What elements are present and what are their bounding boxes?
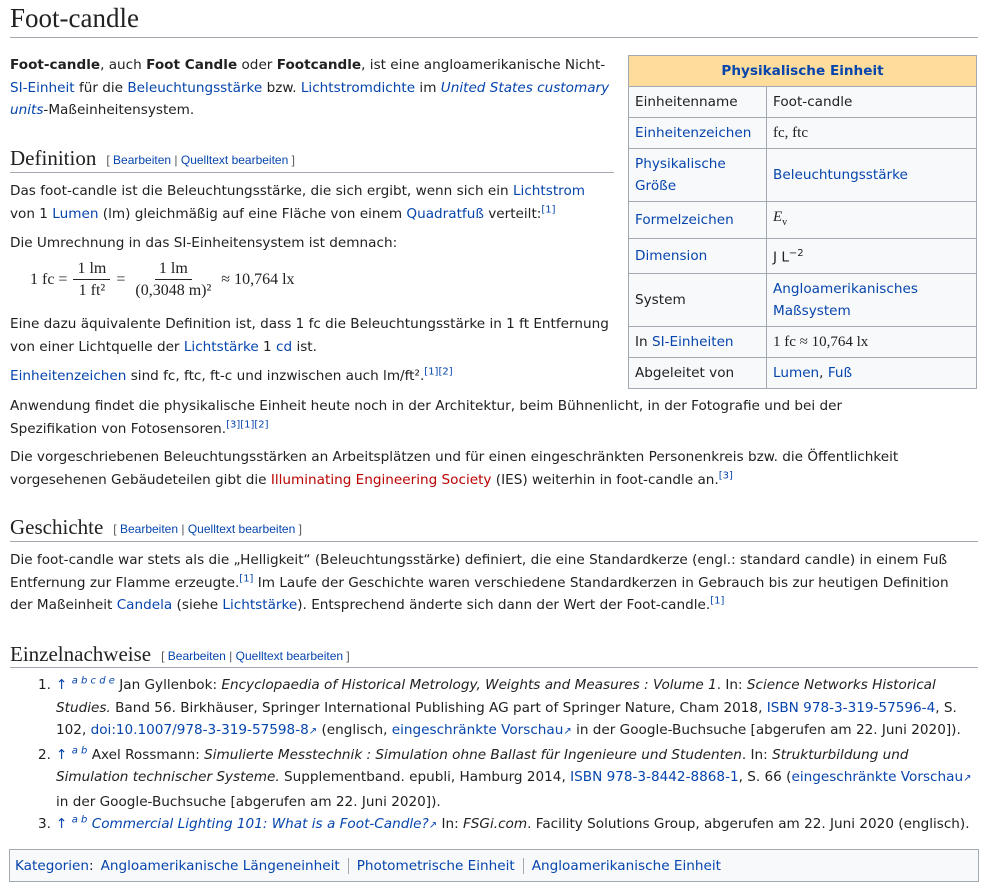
intro-paragraph: Foot-candle, auch Foot Candle oder Footcandle, ist eine angloamerikanische Nicht-SI-Einheit für die Beleuchtungsstärke bzw. Lichtstromdichte im United States customary units-Maßeinheitensystem. (10, 57, 610, 118)
section-edit-links: [ Bearbeiten | Quelltext bearbeiten ] (106, 153, 295, 168)
link-si-einheit[interactable]: SI-Einheit (10, 79, 75, 96)
link-beleuchtungsstaerke[interactable]: Beleuchtungsstärke (127, 79, 263, 96)
source-edit-link[interactable]: Quelltext bearbeiten (235, 649, 344, 664)
footnote-ref[interactable]: [1][2] (424, 366, 453, 378)
link-doi[interactable]: doi:10.1007/978-3-319-57598-8 (90, 722, 309, 738)
infobox-row: Formelzeichen $E_v$ (629, 202, 977, 239)
link-fuss[interactable]: Fuß (827, 364, 853, 381)
edit-link[interactable]: Bearbeiten (167, 649, 226, 664)
definition-paragraph-6: Die vorgeschriebenen Beleuchtungsstärken an Arbeitsplätzen und für einen eingeschränkten Personenkreis bzw. die Öffentlichkeit vorgesehenen Gebäudeteilen gibt die Illuminating Engineering Society (IES) weiterhin in foot-candle an.[3] (10, 449, 899, 488)
external-link-icon: ↗ (428, 820, 438, 831)
infobox-row: Einheitenzeichen fc, ftc (629, 118, 977, 149)
link-quadratfuss[interactable]: Quadratfuß (406, 205, 484, 222)
definition-paragraph-4: Einheitenzeichen sind fc, ftc, ft-c und inzwischen auch lm/ft².[1][2] (10, 366, 453, 384)
link-cd[interactable]: cd (276, 338, 293, 355)
definition-paragraph-5: Anwendung findet die physikalische Einheit heute noch in der Architektur, beim Bühnenlicht, in der Fotografie und bei der Spezifikation von Fotosensoren.[3][1][2] (10, 398, 843, 437)
infobox-row: Einheitenname Foot-candle (629, 87, 977, 118)
source-edit-link[interactable]: Quelltext bearbeiten (180, 153, 289, 168)
external-link-icon: ↗ (963, 773, 972, 784)
page-title: Foot-candle (10, 3, 139, 33)
fraction: $\frac{1 lm}{\text{(0,3048 m)²}}$ (135, 259, 212, 299)
link-lichtstaerke-history[interactable]: Lichtstärke (222, 597, 298, 613)
link-physikalische-groesse[interactable]: Physikalische Größe (635, 156, 726, 194)
link-einheitenzeichen-text[interactable]: Einheitenzeichen (10, 368, 127, 384)
backlink-letters[interactable]: a b (71, 814, 88, 826)
backlink-arrow[interactable]: ↑ (56, 746, 68, 763)
heading-einzelnachweise: Einzelnachweise [ Bearbeiten | Quelltext bearbeiten ] (10, 642, 350, 666)
external-link-icon: ↗ (308, 726, 318, 737)
conversion-formula: 1 fc = $\frac{1 lm}{\text{1 ft²}}$ = $\frac{1 lm}{\text{(0,3048 m)²}}$ ≈ 10,764 lx (30, 258, 295, 302)
backlink-letters[interactable]: a b (71, 744, 88, 756)
infobox-row: System Angloamerikanisches Maßsystem (629, 273, 977, 326)
reference-item: 2. ↑ $^{a b}$ Axel Rossmann: Simulierte Messtechnik : Simulation ohne Ballast für Ingenieure und Studenten. In: Strukturbildung und Simulation technischer Systeme. Supplementband. epubli, Hamburg 2014, ISBN 978-3-8442-8868-1, S. 66 (eingeschränkte Vorschau↗ in der Google-Buchsuche [abgerufen am 22. Juni 2020]). (38, 744, 972, 810)
definition-paragraph-2: Die Umrechnung in das SI-Einheitensystem ist demnach: (10, 235, 398, 251)
link-isbn[interactable]: ISBN 978-3-8442-8868-1 (570, 769, 739, 785)
link-us-customary-units[interactable]: United States customary units (10, 79, 610, 118)
link-beleuchtungsstaerke-infobox[interactable]: Beleuchtungsstärke (773, 167, 908, 183)
categories-label[interactable]: Kategorien (15, 857, 89, 874)
category-link[interactable]: Angloamerikanische Längeneinheit (100, 857, 340, 874)
external-link-icon: ↗ (563, 726, 572, 737)
link-lichtstrom[interactable]: Lichtstrom (512, 183, 585, 199)
section-edit-links: [ Bearbeiten | Quelltext bearbeiten ] (161, 649, 350, 664)
link-einheitenzeichen[interactable]: Einheitenzeichen (635, 125, 752, 141)
heading-geschichte: Geschichte [ Bearbeiten | Quelltext bearbeiten ] (10, 515, 302, 539)
link-candela[interactable]: Candela (116, 597, 173, 613)
category-link[interactable]: Photometrische Einheit (356, 857, 515, 874)
link-isbn[interactable]: ISBN 978-3-319-57596-4 (766, 699, 936, 716)
infobox-header[interactable]: Physikalische Einheit (629, 56, 977, 87)
link-lichtstaerke[interactable]: Lichtstärke (183, 338, 259, 355)
link-eingeschraenkte-vorschau[interactable]: eingeschränkte Vorschau (391, 722, 564, 738)
definition-paragraph-3: Eine dazu äquivalente Definition ist, dass 1 fc die Beleuchtungsstärke in 1 ft Entfernung von einer Lichtquelle der Lichtstärke 1 cd ist. (10, 316, 609, 355)
categories-box: Kategorien : Angloamerikanische Längeneinheit Photometrische Einheit Angloamerikanische Einheit (9, 849, 979, 882)
infobox-row: In SI-Einheiten 1 fc ≈ 10,764 lx (629, 326, 977, 357)
infobox-row: Abgeleitet von Lumen, Fuß (629, 357, 977, 388)
link-formelzeichen[interactable]: Formelzeichen (635, 212, 734, 228)
footnote-ref[interactable]: [1] (710, 595, 725, 607)
source-edit-link[interactable]: Quelltext bearbeiten (187, 522, 296, 537)
footnote-ref[interactable]: [1] (541, 203, 556, 215)
link-eingeschraenkte-vorschau[interactable]: eingeschränkte Vorschau (791, 769, 964, 785)
infobox-row: Dimension J $L^{-2}$ (629, 239, 977, 274)
link-lichtstromdichte[interactable]: Lichtstromdichte (300, 79, 416, 96)
reference-item: 1. ↑ $^{a b c d e}$ Jan Gyllenbok: Encyclopaedia of Historical Metrology, Weights and Measures : Volume 1. In: Science Networks Historical Studies. Band 56. Birkhäuser, Springer International Publishing AG part of Springer Nature, Cham 2018, ISBN 978-3-319-57596-4, S. 102, doi:10.1007/978-3-319-57598-8↗ (englisch, eingeschränkte Vorschau↗ in der Google-Buchsuche [abgerufen am 22. Juni 2020]). (38, 675, 961, 738)
category-separator (523, 858, 524, 874)
link-lumen[interactable]: Lumen (52, 205, 99, 222)
footnote-ref[interactable]: [1] (239, 572, 254, 584)
section-edit-links: [ Bearbeiten | Quelltext bearbeiten ] (113, 522, 302, 537)
footnote-ref[interactable]: [3] (718, 469, 733, 481)
section-divider (10, 172, 614, 173)
title-divider (10, 37, 978, 38)
infobox (628, 55, 977, 389)
references-list (38, 674, 978, 838)
link-angloamerikanisches-masssystem[interactable]: Angloamerikanisches Maßsystem (773, 280, 918, 319)
link-illuminating-engineering-society[interactable]: Illuminating Engineering Society (270, 471, 492, 488)
edit-link[interactable]: Bearbeiten (113, 153, 172, 168)
section-divider (10, 667, 978, 668)
section-divider (10, 541, 978, 542)
edit-link[interactable]: Bearbeiten (119, 522, 179, 537)
history-paragraph: Die foot-candle war stets als die „Helligkeit“ (Beleuchtungsstärke) definiert, die eine Standardkerze (engl.: standard candle) in einem Fuß Entfernung zur Flamme erzeugte.[1] Im Laufe der Geschichte waren verschiedene Standardkerzen in Gebrauch bis zur heutigen Definition der Maßeinheit Candela (siehe Lichtstärke). Entsprechend änderte sich dann der Wert der Foot-candle.[1] (10, 552, 949, 613)
fraction: $\frac{1 lm}{\text{1 ft²}}$ (73, 259, 110, 302)
category-separator (348, 858, 349, 874)
link-lumen-infobox[interactable]: Lumen (773, 364, 820, 381)
infobox-row (629, 149, 977, 202)
definition-paragraph-1: Das foot-candle ist die Beleuchtungsstärke, die sich ergibt, wenn sich ein Lichtstrom von 1 Lumen (lm) gleichmäßig auf eine Fläche von einem Quadratfuß verteilt:[1] (10, 183, 585, 222)
backlink-arrow[interactable]: ↑ (56, 677, 68, 693)
reference-item: 3. ↑ $^{a b}$ Commercial Lighting 101: What is a Foot-Candle?↗ In: FSGi.com. Facility Solutions Group, abgerufen am 22. Juni 2020 (englisch). (38, 814, 970, 832)
link-dimension[interactable]: Dimension (635, 247, 708, 264)
backlink-letters[interactable]: a b c d e (71, 675, 115, 687)
category-link[interactable]: Angloamerikanische Einheit (531, 857, 721, 874)
link-si-einheiten[interactable]: SI-Einheiten (651, 333, 734, 350)
footnote-ref[interactable]: [3][1][2] (226, 418, 269, 430)
heading-definition: Definition [ Bearbeiten | Quelltext bearbeiten ] (10, 146, 295, 170)
backlink-arrow[interactable]: ↑ (56, 816, 68, 832)
link-commercial-lighting[interactable]: Commercial Lighting 101: What is a Foot-Candle? (91, 816, 429, 832)
